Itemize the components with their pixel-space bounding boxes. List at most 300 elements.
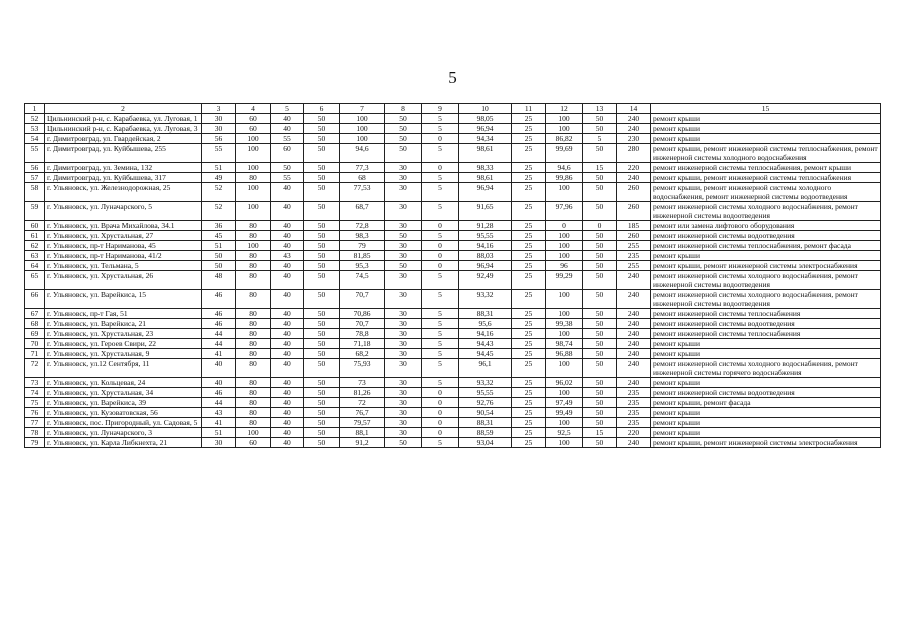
address-cell: г. Ульяновск, ул. Героев Свири, 22: [45, 339, 202, 349]
col-3-cell: 55: [202, 144, 236, 163]
col-13-cell: 50: [583, 241, 617, 251]
row-number-cell: 63: [25, 251, 45, 261]
col-11-cell: 25: [512, 319, 546, 329]
col-8-cell: 30: [385, 378, 422, 388]
col-12-cell: 99,86: [546, 173, 583, 183]
col-3-cell: 50: [202, 261, 236, 271]
row-number-cell: 53: [25, 124, 45, 134]
col-11-cell: 25: [512, 359, 546, 378]
col-13-cell: 50: [583, 329, 617, 339]
total-score-cell: 240: [617, 290, 651, 309]
col-8-cell: 50: [385, 261, 422, 271]
col-8-cell: 30: [385, 290, 422, 309]
col-13-cell: 50: [583, 408, 617, 418]
col-6-cell: 50: [304, 173, 340, 183]
column-header-14: 14: [617, 104, 651, 114]
table-row: [25, 329, 881, 339]
address-cell: Цильнинский р-н, с. Карабаевка, ул. Луговая, 1: [45, 114, 202, 124]
col-4-cell: 80: [236, 221, 271, 231]
col-12-cell: 100: [546, 231, 583, 241]
column-header-3: 3: [202, 104, 236, 114]
col-9-cell: 5: [422, 144, 459, 163]
col-3-cell: 40: [202, 378, 236, 388]
col-5-cell: 50: [271, 163, 304, 173]
col-4-cell: 80: [236, 349, 271, 359]
col-13-cell: 0: [583, 221, 617, 231]
col-7-cell: 77,3: [340, 163, 385, 173]
col-8-cell: 30: [385, 359, 422, 378]
col-9-cell: 5: [422, 438, 459, 448]
column-header-12: 12: [546, 104, 583, 114]
col-7-cell: 73: [340, 378, 385, 388]
col-3-cell: 52: [202, 183, 236, 202]
col-4-cell: 80: [236, 290, 271, 309]
work-types-cell: ремонт инженерной системы холодного водоснабжения, ремонт инженерной системы водоотведения: [651, 202, 881, 221]
col-7-cell: 88,1: [340, 428, 385, 438]
col-13-cell: 50: [583, 378, 617, 388]
work-types-cell: ремонт крыши: [651, 349, 881, 359]
work-types-cell: ремонт инженерной системы водоотведения: [651, 319, 881, 329]
col-9-cell: 5: [422, 309, 459, 319]
table-row: [25, 309, 881, 319]
col-3-cell: 49: [202, 173, 236, 183]
col-10-cell: 88,59: [459, 428, 512, 438]
row-number-cell: 66: [25, 290, 45, 309]
col-10-cell: 96,94: [459, 183, 512, 202]
col-9-cell: 0: [422, 261, 459, 271]
col-11-cell: 25: [512, 428, 546, 438]
col-11-cell: 25: [512, 388, 546, 398]
col-6-cell: 50: [304, 144, 340, 163]
col-6-cell: 50: [304, 134, 340, 144]
col-13-cell: 50: [583, 173, 617, 183]
col-8-cell: 30: [385, 202, 422, 221]
col-6-cell: 50: [304, 359, 340, 378]
col-3-cell: 56: [202, 134, 236, 144]
col-6-cell: 50: [304, 114, 340, 124]
col-12-cell: 100: [546, 124, 583, 134]
col-6-cell: 50: [304, 388, 340, 398]
address-cell: г. Ульяновск, ул. Хрустальная, 9: [45, 349, 202, 359]
address-cell: г. Ульяновск, ул. Варейкиса, 15: [45, 290, 202, 309]
col-6-cell: 50: [304, 329, 340, 339]
address-cell: г. Димитровград, ул. Куйбышева, 255: [45, 144, 202, 163]
table-row: [25, 183, 881, 202]
col-10-cell: 92,49: [459, 271, 512, 290]
table-row: [25, 388, 881, 398]
col-5-cell: 40: [271, 261, 304, 271]
col-12-cell: 98,74: [546, 339, 583, 349]
col-7-cell: 79: [340, 241, 385, 251]
column-header-1: 1: [25, 104, 45, 114]
page-number: 5: [448, 68, 457, 87]
col-7-cell: 77,53: [340, 183, 385, 202]
col-11-cell: 25: [512, 241, 546, 251]
row-number-cell: 67: [25, 309, 45, 319]
col-8-cell: 30: [385, 183, 422, 202]
col-11-cell: 25: [512, 398, 546, 408]
col-5-cell: 43: [271, 251, 304, 261]
col-11-cell: 25: [512, 339, 546, 349]
col-10-cell: 88,03: [459, 251, 512, 261]
row-number-cell: 65: [25, 271, 45, 290]
col-10-cell: 93,04: [459, 438, 512, 448]
col-10-cell: 98,61: [459, 144, 512, 163]
col-10-cell: 96,1: [459, 359, 512, 378]
row-number-cell: 57: [25, 173, 45, 183]
table-row: [25, 231, 881, 241]
col-3-cell: 30: [202, 438, 236, 448]
col-7-cell: 70,7: [340, 319, 385, 329]
total-score-cell: 235: [617, 398, 651, 408]
col-5-cell: 40: [271, 309, 304, 319]
total-score-cell: 255: [617, 241, 651, 251]
row-number-cell: 62: [25, 241, 45, 251]
col-11-cell: 25: [512, 231, 546, 241]
col-13-cell: 50: [583, 438, 617, 448]
address-cell: г. Ульяновск, ул. Варейкиса, 21: [45, 319, 202, 329]
col-3-cell: 48: [202, 271, 236, 290]
col-12-cell: 99,29: [546, 271, 583, 290]
row-number-cell: 78: [25, 428, 45, 438]
col-3-cell: 43: [202, 408, 236, 418]
col-5-cell: 40: [271, 271, 304, 290]
table-row: [25, 359, 881, 378]
col-13-cell: 50: [583, 309, 617, 319]
col-6-cell: 50: [304, 183, 340, 202]
col-4-cell: 80: [236, 408, 271, 418]
col-8-cell: 30: [385, 388, 422, 398]
col-12-cell: 100: [546, 438, 583, 448]
total-score-cell: 240: [617, 349, 651, 359]
col-7-cell: 68: [340, 173, 385, 183]
col-3-cell: 46: [202, 388, 236, 398]
col-6-cell: 50: [304, 319, 340, 329]
table-row: [25, 202, 881, 221]
row-number-cell: 70: [25, 339, 45, 349]
col-7-cell: 79,57: [340, 418, 385, 428]
col-11-cell: 25: [512, 378, 546, 388]
priority-table: [24, 103, 881, 448]
row-number-cell: 52: [25, 114, 45, 124]
address-cell: г. Димитровград, ул. Гвардейская, 2: [45, 134, 202, 144]
col-10-cell: 91,65: [459, 202, 512, 221]
col-10-cell: 95,55: [459, 231, 512, 241]
col-7-cell: 100: [340, 134, 385, 144]
col-11-cell: 25: [512, 261, 546, 271]
address-cell: г. Ульяновск, ул. Кольцевая, 24: [45, 378, 202, 388]
col-8-cell: 50: [385, 438, 422, 448]
col-10-cell: 94,43: [459, 339, 512, 349]
col-8-cell: 30: [385, 428, 422, 438]
col-12-cell: 100: [546, 309, 583, 319]
col-12-cell: 97,49: [546, 398, 583, 408]
col-8-cell: 30: [385, 173, 422, 183]
col-11-cell: 25: [512, 438, 546, 448]
work-types-cell: ремонт крыши: [651, 114, 881, 124]
row-number-cell: 73: [25, 378, 45, 388]
col-12-cell: 94,6: [546, 163, 583, 173]
row-number-cell: 55: [25, 144, 45, 163]
row-number-cell: 74: [25, 388, 45, 398]
col-13-cell: 50: [583, 339, 617, 349]
col-7-cell: 76,7: [340, 408, 385, 418]
col-10-cell: 95,55: [459, 388, 512, 398]
total-score-cell: 255: [617, 261, 651, 271]
column-header-13: 13: [583, 104, 617, 114]
col-4-cell: 100: [236, 183, 271, 202]
col-11-cell: 25: [512, 202, 546, 221]
work-types-cell: ремонт крыши: [651, 134, 881, 144]
row-number-cell: 76: [25, 408, 45, 418]
col-13-cell: 50: [583, 124, 617, 134]
col-4-cell: 80: [236, 173, 271, 183]
col-3-cell: 50: [202, 251, 236, 261]
row-number-cell: 79: [25, 438, 45, 448]
table-row: [25, 221, 881, 231]
col-10-cell: 94,34: [459, 134, 512, 144]
col-9-cell: 0: [422, 134, 459, 144]
col-3-cell: 51: [202, 241, 236, 251]
total-score-cell: 240: [617, 309, 651, 319]
col-6-cell: 50: [304, 271, 340, 290]
col-13-cell: 50: [583, 388, 617, 398]
row-number-cell: 72: [25, 359, 45, 378]
col-6-cell: 50: [304, 241, 340, 251]
col-5-cell: 40: [271, 349, 304, 359]
work-types-cell: ремонт крыши, ремонт инженерной системы теплоснабжения: [651, 173, 881, 183]
work-types-cell: ремонт крыши: [651, 378, 881, 388]
col-8-cell: 30: [385, 398, 422, 408]
work-types-cell: ремонт крыши, ремонт инженерной системы теплоснабжения, ремонт инженерной системы холодного водоснабжения: [651, 144, 881, 163]
col-11-cell: 25: [512, 144, 546, 163]
table-row: [25, 428, 881, 438]
col-7-cell: 91,2: [340, 438, 385, 448]
col-5-cell: 40: [271, 319, 304, 329]
col-8-cell: 50: [385, 114, 422, 124]
col-4-cell: 80: [236, 378, 271, 388]
col-12-cell: 100: [546, 241, 583, 251]
address-cell: г. Ульяновск, пр-т Гая, 51: [45, 309, 202, 319]
address-cell: г. Димитровград, ул. Земина, 132: [45, 163, 202, 173]
col-11-cell: 25: [512, 408, 546, 418]
col-9-cell: 5: [422, 339, 459, 349]
address-cell: г. Ульяновск, ул. Луначарского, 3: [45, 428, 202, 438]
col-7-cell: 95,3: [340, 261, 385, 271]
col-9-cell: 0: [422, 388, 459, 398]
table-row: [25, 438, 881, 448]
col-8-cell: 50: [385, 144, 422, 163]
col-9-cell: 5: [422, 271, 459, 290]
col-8-cell: 30: [385, 349, 422, 359]
address-cell: г. Ульяновск, ул. Железнодорожная, 25: [45, 183, 202, 202]
col-4-cell: 80: [236, 418, 271, 428]
col-9-cell: 5: [422, 114, 459, 124]
col-5-cell: 40: [271, 428, 304, 438]
work-types-cell: ремонт инженерной системы водоотведения: [651, 388, 881, 398]
col-5-cell: 40: [271, 408, 304, 418]
col-6-cell: 50: [304, 349, 340, 359]
col-5-cell: 40: [271, 114, 304, 124]
work-types-cell: ремонт инженерной системы теплоснабжения: [651, 329, 881, 339]
total-score-cell: 240: [617, 378, 651, 388]
address-cell: г. Ульяновск, ул. Тельмана, 5: [45, 261, 202, 271]
col-6-cell: 50: [304, 408, 340, 418]
col-12-cell: 100: [546, 251, 583, 261]
work-types-cell: ремонт крыши: [651, 251, 881, 261]
col-10-cell: 93,32: [459, 378, 512, 388]
col-3-cell: 40: [202, 359, 236, 378]
row-number-cell: 56: [25, 163, 45, 173]
col-10-cell: 91,28: [459, 221, 512, 231]
col-7-cell: 70,86: [340, 309, 385, 319]
col-6-cell: 50: [304, 378, 340, 388]
col-11-cell: 25: [512, 290, 546, 309]
col-10-cell: 98,05: [459, 114, 512, 124]
col-4-cell: 80: [236, 309, 271, 319]
table-row: [25, 339, 881, 349]
col-13-cell: 50: [583, 251, 617, 261]
col-9-cell: 5: [422, 329, 459, 339]
col-9-cell: 5: [422, 183, 459, 202]
col-7-cell: 98,3: [340, 231, 385, 241]
column-header-10: 10: [459, 104, 512, 114]
col-9-cell: 0: [422, 428, 459, 438]
col-13-cell: 50: [583, 290, 617, 309]
total-score-cell: 240: [617, 339, 651, 349]
col-4-cell: 60: [236, 114, 271, 124]
col-3-cell: 46: [202, 309, 236, 319]
col-13-cell: 50: [583, 114, 617, 124]
col-12-cell: 99,69: [546, 144, 583, 163]
col-9-cell: 0: [422, 408, 459, 418]
col-3-cell: 44: [202, 329, 236, 339]
col-11-cell: 25: [512, 329, 546, 339]
col-4-cell: 60: [236, 124, 271, 134]
col-7-cell: 75,93: [340, 359, 385, 378]
col-7-cell: 100: [340, 124, 385, 134]
address-cell: г. Ульяновск, ул. Хрустальная, 34: [45, 388, 202, 398]
col-8-cell: 30: [385, 163, 422, 173]
col-5-cell: 40: [271, 329, 304, 339]
col-7-cell: 94,6: [340, 144, 385, 163]
col-4-cell: 80: [236, 271, 271, 290]
column-header-6: 6: [304, 104, 340, 114]
col-13-cell: 50: [583, 349, 617, 359]
col-13-cell: 15: [583, 428, 617, 438]
col-12-cell: 96: [546, 261, 583, 271]
col-4-cell: 100: [236, 163, 271, 173]
col-5-cell: 40: [271, 124, 304, 134]
column-header-9: 9: [422, 104, 459, 114]
total-score-cell: 240: [617, 359, 651, 378]
total-score-cell: 220: [617, 163, 651, 173]
address-cell: г. Ульяновск, ул. Хрустальная, 23: [45, 329, 202, 339]
col-4-cell: 80: [236, 251, 271, 261]
col-3-cell: 46: [202, 319, 236, 329]
col-5-cell: 55: [271, 134, 304, 144]
col-3-cell: 44: [202, 398, 236, 408]
col-4-cell: 80: [236, 359, 271, 378]
col-11-cell: 25: [512, 114, 546, 124]
address-cell: Цильнинский р-н, с. Карабаевка, ул. Луговая, 3: [45, 124, 202, 134]
col-10-cell: 96,94: [459, 124, 512, 134]
table-row: [25, 408, 881, 418]
work-types-cell: ремонт крыши: [651, 339, 881, 349]
col-4-cell: 60: [236, 438, 271, 448]
row-number-cell: 58: [25, 183, 45, 202]
total-score-cell: 220: [617, 428, 651, 438]
address-cell: г. Ульяновск, ул. Варейкиса, 39: [45, 398, 202, 408]
col-9-cell: 5: [422, 359, 459, 378]
col-8-cell: 30: [385, 241, 422, 251]
table-row: [25, 251, 881, 261]
row-number-cell: 64: [25, 261, 45, 271]
address-cell: г. Ульяновск, ул. Хрустальная, 27: [45, 231, 202, 241]
row-number-cell: 75: [25, 398, 45, 408]
table-header: [25, 104, 881, 114]
col-3-cell: 41: [202, 349, 236, 359]
col-13-cell: 50: [583, 231, 617, 241]
col-6-cell: 50: [304, 124, 340, 134]
col-4-cell: 100: [236, 134, 271, 144]
total-score-cell: 260: [617, 183, 651, 202]
work-types-cell: ремонт инженерной системы холодного водоснабжения, ремонт инженерной системы водоотведения: [651, 271, 881, 290]
row-number-cell: 59: [25, 202, 45, 221]
col-4-cell: 80: [236, 388, 271, 398]
col-4-cell: 80: [236, 329, 271, 339]
total-score-cell: 260: [617, 202, 651, 221]
col-6-cell: 50: [304, 221, 340, 231]
col-6-cell: 50: [304, 261, 340, 271]
table-row: [25, 173, 881, 183]
col-13-cell: 50: [583, 398, 617, 408]
col-5-cell: 40: [271, 438, 304, 448]
table-row: [25, 378, 881, 388]
work-types-cell: ремонт крыши: [651, 428, 881, 438]
column-header-8: 8: [385, 104, 422, 114]
col-5-cell: 40: [271, 221, 304, 231]
col-13-cell: 50: [583, 359, 617, 378]
col-9-cell: 5: [422, 202, 459, 221]
col-11-cell: 25: [512, 163, 546, 173]
col-8-cell: 30: [385, 309, 422, 319]
col-9-cell: 5: [422, 290, 459, 309]
col-5-cell: 40: [271, 183, 304, 202]
column-header-15: 15: [651, 104, 881, 114]
col-12-cell: 100: [546, 290, 583, 309]
col-6-cell: 50: [304, 398, 340, 408]
col-10-cell: 92,76: [459, 398, 512, 408]
total-score-cell: 240: [617, 173, 651, 183]
col-9-cell: 5: [422, 173, 459, 183]
col-4-cell: 80: [236, 319, 271, 329]
col-11-cell: 25: [512, 134, 546, 144]
col-11-cell: 25: [512, 271, 546, 290]
table-row: [25, 398, 881, 408]
work-types-cell: ремонт инженерной системы теплоснабжения, ремонт крыши: [651, 163, 881, 173]
col-8-cell: 30: [385, 319, 422, 329]
col-12-cell: 92,5: [546, 428, 583, 438]
col-7-cell: 81,26: [340, 388, 385, 398]
col-7-cell: 72,8: [340, 221, 385, 231]
col-12-cell: 100: [546, 388, 583, 398]
col-9-cell: 5: [422, 231, 459, 241]
col-13-cell: 5: [583, 134, 617, 144]
header-row: [25, 104, 881, 114]
col-10-cell: 98,61: [459, 173, 512, 183]
col-10-cell: 96,94: [459, 261, 512, 271]
